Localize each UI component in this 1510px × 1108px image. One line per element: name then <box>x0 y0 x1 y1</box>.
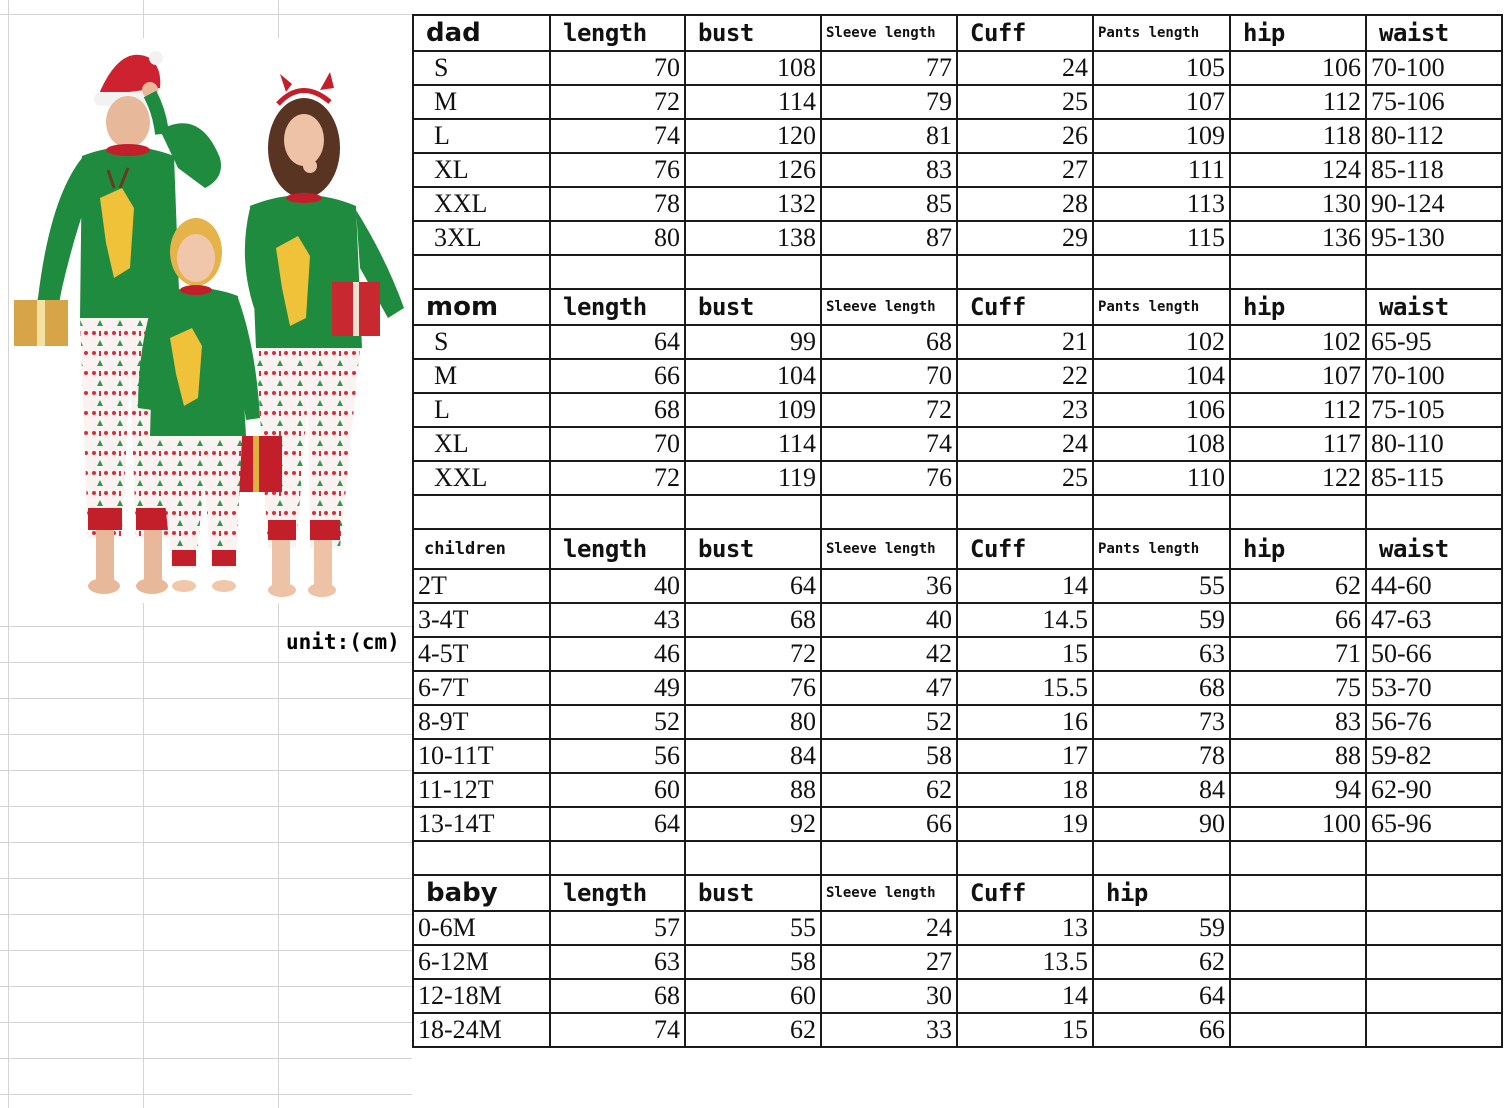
value-cell: 24 <box>957 51 1093 85</box>
value-cell: 70-100 <box>1366 359 1502 393</box>
value-cell: 74 <box>550 119 685 153</box>
size-cell: 8-9T <box>413 705 550 739</box>
value-cell: 60 <box>550 773 685 807</box>
size-cell: M <box>413 85 550 119</box>
value-cell: 52 <box>821 705 957 739</box>
value-cell: 76 <box>821 461 957 495</box>
column-header: Cuff <box>957 15 1093 51</box>
table-row <box>413 427 1502 461</box>
size-cell: 10-11T <box>413 739 550 773</box>
blank-cell <box>550 255 685 289</box>
spacer-row <box>413 841 1502 875</box>
blank-cell <box>1366 841 1502 875</box>
value-cell <box>1366 979 1502 1013</box>
column-header: Sleeve length <box>821 289 957 325</box>
size-cell: XXL <box>413 187 550 221</box>
value-cell: 85-118 <box>1366 153 1502 187</box>
value-cell: 68 <box>550 979 685 1013</box>
value-cell: 42 <box>821 637 957 671</box>
value-cell: 53-70 <box>1366 671 1502 705</box>
column-header: Sleeve length <box>821 529 957 569</box>
value-cell <box>1230 1013 1366 1047</box>
size-cell: XL <box>413 427 550 461</box>
value-cell: 70 <box>550 427 685 461</box>
value-cell: 68 <box>685 603 821 637</box>
column-header: Sleeve length <box>821 875 957 911</box>
value-cell: 120 <box>685 119 821 153</box>
blank-cell <box>957 841 1093 875</box>
value-cell: 50-66 <box>1366 637 1502 671</box>
size-chart-table <box>412 14 1503 1048</box>
value-cell: 36 <box>821 569 957 603</box>
size-cell: 6-12M <box>413 945 550 979</box>
spacer-row <box>413 495 1502 529</box>
value-cell: 81 <box>821 119 957 153</box>
size-cell: XXL <box>413 461 550 495</box>
value-cell: 132 <box>685 187 821 221</box>
size-cell: S <box>413 51 550 85</box>
value-cell: 22 <box>957 359 1093 393</box>
value-cell: 66 <box>1230 603 1366 637</box>
blank-cell <box>1230 255 1366 289</box>
value-cell <box>1230 911 1366 945</box>
value-cell: 83 <box>821 153 957 187</box>
value-cell: 63 <box>550 945 685 979</box>
blank-cell <box>957 495 1093 529</box>
value-cell: 43 <box>550 603 685 637</box>
column-header: Pants length <box>1093 15 1230 51</box>
value-cell: 19 <box>957 807 1093 841</box>
table-row <box>413 1013 1502 1047</box>
value-cell: 85-115 <box>1366 461 1502 495</box>
value-cell: 88 <box>685 773 821 807</box>
baby-header-row <box>413 875 1502 911</box>
value-cell: 130 <box>1230 187 1366 221</box>
value-cell: 28 <box>957 187 1093 221</box>
value-cell: 44-60 <box>1366 569 1502 603</box>
value-cell: 59 <box>1093 911 1230 945</box>
column-header: Pants length <box>1093 529 1230 569</box>
value-cell: 106 <box>1093 393 1230 427</box>
value-cell: 79 <box>821 85 957 119</box>
value-cell: 23 <box>957 393 1093 427</box>
size-cell: 11-12T <box>413 773 550 807</box>
size-cell: L <box>413 119 550 153</box>
table-row <box>413 461 1502 495</box>
value-cell: 80 <box>550 221 685 255</box>
value-cell: 88 <box>1230 739 1366 773</box>
value-cell: 106 <box>1230 51 1366 85</box>
value-cell: 25 <box>957 85 1093 119</box>
value-cell: 62 <box>685 1013 821 1047</box>
column-header: Sleeve length <box>821 15 957 51</box>
value-cell: 80-112 <box>1366 119 1502 153</box>
value-cell: 25 <box>957 461 1093 495</box>
value-cell: 108 <box>685 51 821 85</box>
value-cell: 122 <box>1230 461 1366 495</box>
table-row <box>413 85 1502 119</box>
children-header-row <box>413 529 1502 569</box>
size-cell: 13-14T <box>413 807 550 841</box>
blank-cell <box>1366 255 1502 289</box>
table-row <box>413 393 1502 427</box>
value-cell: 113 <box>1093 187 1230 221</box>
value-cell: 30 <box>821 979 957 1013</box>
value-cell: 66 <box>1093 1013 1230 1047</box>
table-row <box>413 603 1502 637</box>
value-cell: 92 <box>685 807 821 841</box>
value-cell: 80-110 <box>1366 427 1502 461</box>
value-cell: 75-106 <box>1366 85 1502 119</box>
value-cell: 62 <box>1230 569 1366 603</box>
size-cell: 4-5T <box>413 637 550 671</box>
value-cell: 64 <box>550 325 685 359</box>
size-cell: S <box>413 325 550 359</box>
blank-cell <box>685 495 821 529</box>
column-header: hip <box>1230 289 1366 325</box>
value-cell: 102 <box>1093 325 1230 359</box>
value-cell: 24 <box>957 427 1093 461</box>
column-header: length <box>550 15 685 51</box>
table-row <box>413 153 1502 187</box>
table-row <box>413 945 1502 979</box>
value-cell: 114 <box>685 427 821 461</box>
value-cell: 109 <box>685 393 821 427</box>
value-cell: 77 <box>821 51 957 85</box>
column-header: bust <box>685 875 821 911</box>
value-cell: 105 <box>1093 51 1230 85</box>
dad-group-label: dad <box>413 15 550 51</box>
column-header: waist <box>1366 529 1502 569</box>
value-cell: 68 <box>821 325 957 359</box>
value-cell: 63 <box>1093 637 1230 671</box>
value-cell: 27 <box>821 945 957 979</box>
size-cell: 12-18M <box>413 979 550 1013</box>
value-cell: 46 <box>550 637 685 671</box>
value-cell: 64 <box>685 569 821 603</box>
value-cell: 78 <box>1093 739 1230 773</box>
value-cell: 57 <box>550 911 685 945</box>
value-cell: 72 <box>550 85 685 119</box>
value-cell: 109 <box>1093 119 1230 153</box>
value-cell: 47-63 <box>1366 603 1502 637</box>
value-cell: 70 <box>550 51 685 85</box>
value-cell: 16 <box>957 705 1093 739</box>
value-cell: 40 <box>821 603 957 637</box>
value-cell: 78 <box>550 187 685 221</box>
dad-header-row <box>413 15 1502 51</box>
value-cell: 14.5 <box>957 603 1093 637</box>
value-cell: 100 <box>1230 807 1366 841</box>
value-cell: 59 <box>1093 603 1230 637</box>
value-cell: 24 <box>821 911 957 945</box>
size-cell: XL <box>413 153 550 187</box>
value-cell: 95-130 <box>1366 221 1502 255</box>
value-cell: 52 <box>550 705 685 739</box>
value-cell: 85 <box>821 187 957 221</box>
value-cell: 26 <box>957 119 1093 153</box>
table-row <box>413 807 1502 841</box>
value-cell: 17 <box>957 739 1093 773</box>
value-cell: 58 <box>685 945 821 979</box>
value-cell: 107 <box>1230 359 1366 393</box>
blank-cell <box>685 255 821 289</box>
blank-cell <box>957 255 1093 289</box>
value-cell: 66 <box>550 359 685 393</box>
value-cell: 107 <box>1093 85 1230 119</box>
value-cell: 112 <box>1230 393 1366 427</box>
blank-cell <box>821 495 957 529</box>
value-cell <box>1366 1013 1502 1047</box>
blank-cell <box>685 841 821 875</box>
table-row <box>413 221 1502 255</box>
value-cell: 65-96 <box>1366 807 1502 841</box>
table-row <box>413 739 1502 773</box>
value-cell: 15 <box>957 637 1093 671</box>
value-cell: 49 <box>550 671 685 705</box>
value-cell: 90-124 <box>1366 187 1502 221</box>
value-cell: 75 <box>1230 671 1366 705</box>
value-cell: 114 <box>685 85 821 119</box>
table-row <box>413 51 1502 85</box>
value-cell: 84 <box>1093 773 1230 807</box>
blank-cell <box>1366 495 1502 529</box>
value-cell: 104 <box>685 359 821 393</box>
size-cell: 3-4T <box>413 603 550 637</box>
blank-cell <box>550 841 685 875</box>
value-cell: 68 <box>1093 671 1230 705</box>
value-cell: 74 <box>550 1013 685 1047</box>
blank-cell <box>1093 255 1230 289</box>
column-header: Cuff <box>957 875 1093 911</box>
spacer-row <box>413 255 1502 289</box>
column-header: hip <box>1230 15 1366 51</box>
column-header: Cuff <box>957 289 1093 325</box>
value-cell: 55 <box>685 911 821 945</box>
size-cell: M <box>413 359 550 393</box>
table-row <box>413 911 1502 945</box>
column-header: waist <box>1366 15 1502 51</box>
value-cell: 117 <box>1230 427 1366 461</box>
column-header: Pants length <box>1093 289 1230 325</box>
value-cell: 119 <box>685 461 821 495</box>
table-row <box>413 119 1502 153</box>
table-row <box>413 671 1502 705</box>
blank-cell <box>413 841 550 875</box>
value-cell: 70 <box>821 359 957 393</box>
value-cell: 21 <box>957 325 1093 359</box>
column-header <box>1366 875 1502 911</box>
value-cell: 64 <box>1093 979 1230 1013</box>
blank-cell <box>413 495 550 529</box>
value-cell: 40 <box>550 569 685 603</box>
size-cell: L <box>413 393 550 427</box>
value-cell: 62-90 <box>1366 773 1502 807</box>
value-cell <box>1230 945 1366 979</box>
value-cell: 126 <box>685 153 821 187</box>
value-cell: 14 <box>957 979 1093 1013</box>
value-cell: 27 <box>957 153 1093 187</box>
value-cell: 75-105 <box>1366 393 1502 427</box>
value-cell <box>1366 945 1502 979</box>
value-cell: 66 <box>821 807 957 841</box>
value-cell: 112 <box>1230 85 1366 119</box>
table-row <box>413 637 1502 671</box>
value-cell: 115 <box>1093 221 1230 255</box>
value-cell: 15 <box>957 1013 1093 1047</box>
value-cell: 15.5 <box>957 671 1093 705</box>
table-row <box>413 325 1502 359</box>
value-cell: 80 <box>685 705 821 739</box>
value-cell: 56-76 <box>1366 705 1502 739</box>
value-cell: 56 <box>550 739 685 773</box>
value-cell: 104 <box>1093 359 1230 393</box>
value-cell: 83 <box>1230 705 1366 739</box>
table-row <box>413 569 1502 603</box>
table-row <box>413 187 1502 221</box>
value-cell: 29 <box>957 221 1093 255</box>
blank-cell <box>1093 495 1230 529</box>
size-cell: 2T <box>413 569 550 603</box>
value-cell: 58 <box>821 739 957 773</box>
value-cell: 138 <box>685 221 821 255</box>
column-header: length <box>550 529 685 569</box>
value-cell <box>1230 979 1366 1013</box>
family-pajama-photo <box>10 38 410 603</box>
column-header: waist <box>1366 289 1502 325</box>
value-cell: 84 <box>685 739 821 773</box>
table-row <box>413 705 1502 739</box>
value-cell: 33 <box>821 1013 957 1047</box>
value-cell: 55 <box>1093 569 1230 603</box>
value-cell: 76 <box>685 671 821 705</box>
value-cell: 108 <box>1093 427 1230 461</box>
blank-cell <box>550 495 685 529</box>
value-cell: 72 <box>821 393 957 427</box>
value-cell: 68 <box>550 393 685 427</box>
value-cell: 111 <box>1093 153 1230 187</box>
mom-header-row <box>413 289 1502 325</box>
size-cell: 6-7T <box>413 671 550 705</box>
blank-cell <box>1230 841 1366 875</box>
column-header: bust <box>685 529 821 569</box>
column-header: bust <box>685 15 821 51</box>
value-cell: 64 <box>550 807 685 841</box>
column-header: length <box>550 875 685 911</box>
blank-cell <box>1230 495 1366 529</box>
size-cell: 3XL <box>413 221 550 255</box>
value-cell: 136 <box>1230 221 1366 255</box>
value-cell: 72 <box>550 461 685 495</box>
blank-cell <box>1093 841 1230 875</box>
blank-cell <box>413 255 550 289</box>
children-group-label: children <box>413 529 550 569</box>
value-cell: 124 <box>1230 153 1366 187</box>
column-header: hip <box>1093 875 1230 911</box>
value-cell: 60 <box>685 979 821 1013</box>
column-header: length <box>550 289 685 325</box>
column-header: bust <box>685 289 821 325</box>
value-cell: 59-82 <box>1366 739 1502 773</box>
value-cell: 70-100 <box>1366 51 1502 85</box>
value-cell: 76 <box>550 153 685 187</box>
value-cell: 13.5 <box>957 945 1093 979</box>
baby-group-label: baby <box>413 875 550 911</box>
table-row <box>413 773 1502 807</box>
size-cell: 18-24M <box>413 1013 550 1047</box>
value-cell: 13 <box>957 911 1093 945</box>
blank-cell <box>821 255 957 289</box>
value-cell: 110 <box>1093 461 1230 495</box>
unit-label: unit:(cm) <box>286 630 400 654</box>
value-cell: 14 <box>957 569 1093 603</box>
value-cell: 18 <box>957 773 1093 807</box>
mom-figure <box>245 72 404 597</box>
value-cell: 87 <box>821 221 957 255</box>
blank-cell <box>821 841 957 875</box>
value-cell: 94 <box>1230 773 1366 807</box>
value-cell: 90 <box>1093 807 1230 841</box>
value-cell: 47 <box>821 671 957 705</box>
value-cell: 102 <box>1230 325 1366 359</box>
value-cell: 71 <box>1230 637 1366 671</box>
size-cell: 0-6M <box>413 911 550 945</box>
value-cell: 72 <box>685 637 821 671</box>
value-cell: 62 <box>1093 945 1230 979</box>
table-row <box>413 979 1502 1013</box>
column-header: hip <box>1230 529 1366 569</box>
column-header: Cuff <box>957 529 1093 569</box>
value-cell <box>1366 911 1502 945</box>
value-cell: 74 <box>821 427 957 461</box>
value-cell: 65-95 <box>1366 325 1502 359</box>
mom-group-label: mom <box>413 289 550 325</box>
value-cell: 118 <box>1230 119 1366 153</box>
value-cell: 73 <box>1093 705 1230 739</box>
value-cell: 62 <box>821 773 957 807</box>
column-header <box>1230 875 1366 911</box>
table-row <box>413 359 1502 393</box>
value-cell: 99 <box>685 325 821 359</box>
